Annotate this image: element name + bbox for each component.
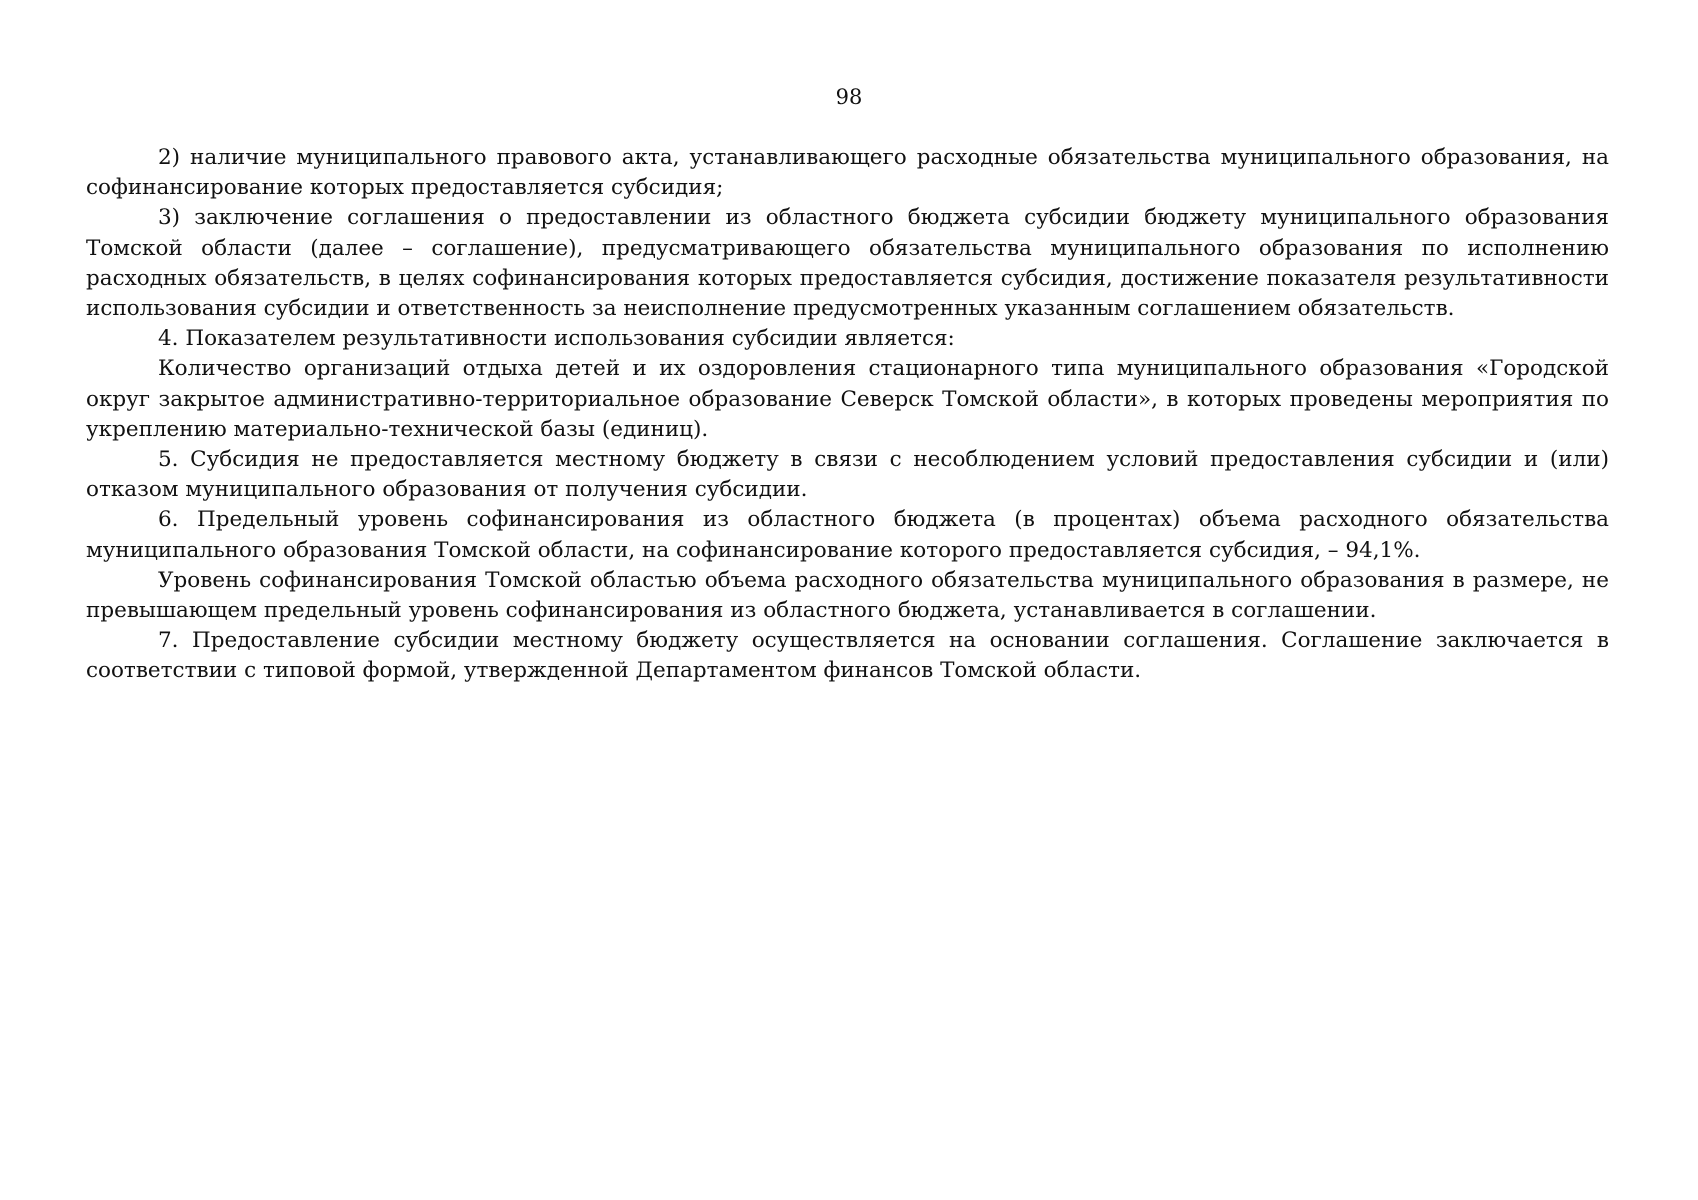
paragraph-section-5: 5. Субсидия не предоставляется местному бюджету в связи с несоблюдением условий предоставления субсидии и (или) отказом муниципального образования от получения субсидии. [86, 447, 1609, 503]
document-body [86, 143, 1609, 687]
paragraph-indicator: Количество организаций отдыха детей и их оздоровления стационарного типа муниципального образования «Городской округ закрытое административно-территориальное образование Северск Томской области», в которых проведены мероприятия по укреплению материально-технической базы (единиц). [86, 356, 1609, 442]
paragraph-item-2: 2) наличие муниципального правового акта, устанавливающего расходные обязательства муниципального образования, на софинансирование которых предоставляется субсидия; [86, 145, 1609, 201]
paragraph-section-4: 4. Показателем результативности использования субсидии является: [158, 326, 955, 352]
paragraph-cofinancing-level: Уровень софинансирования Томской областью объема расходного обязательства муниципального образования в размере, не превышающем предельный уровень софинансирования из областного бюджета, устанавливается в соглашении. [86, 567, 1609, 624]
paragraph-item-3: 3) заключение соглашения о предоставлении из областного бюджета субсидии бюджету муниципального образования Томской области (далее – соглашение), предусматривающего обязательства муниципального образования по исполнению расходных обязательств, в целях софинансирования которых предоставляется субсидия, достижение показателя результативности использования субсидии и ответственность за неисполнение предусмотренных указанным соглашением обязательств. [86, 205, 1609, 322]
paragraph-section-6: 6. Предельный уровень софинансирования из областного бюджета (в процентах) объема расходного обязательства муниципального образования Томской области, на софинансирование которого предоставляется субсидия, – 94,1%. [86, 507, 1609, 563]
page-number: 98 [835, 85, 863, 109]
paragraph-section-7: 7. Предоставление субсидии местному бюджету осуществляется на основании соглашения. Соглашение заключается в соответствии с типовой формой, утвержденной Департаментом финансов Томской области. [86, 628, 1609, 684]
